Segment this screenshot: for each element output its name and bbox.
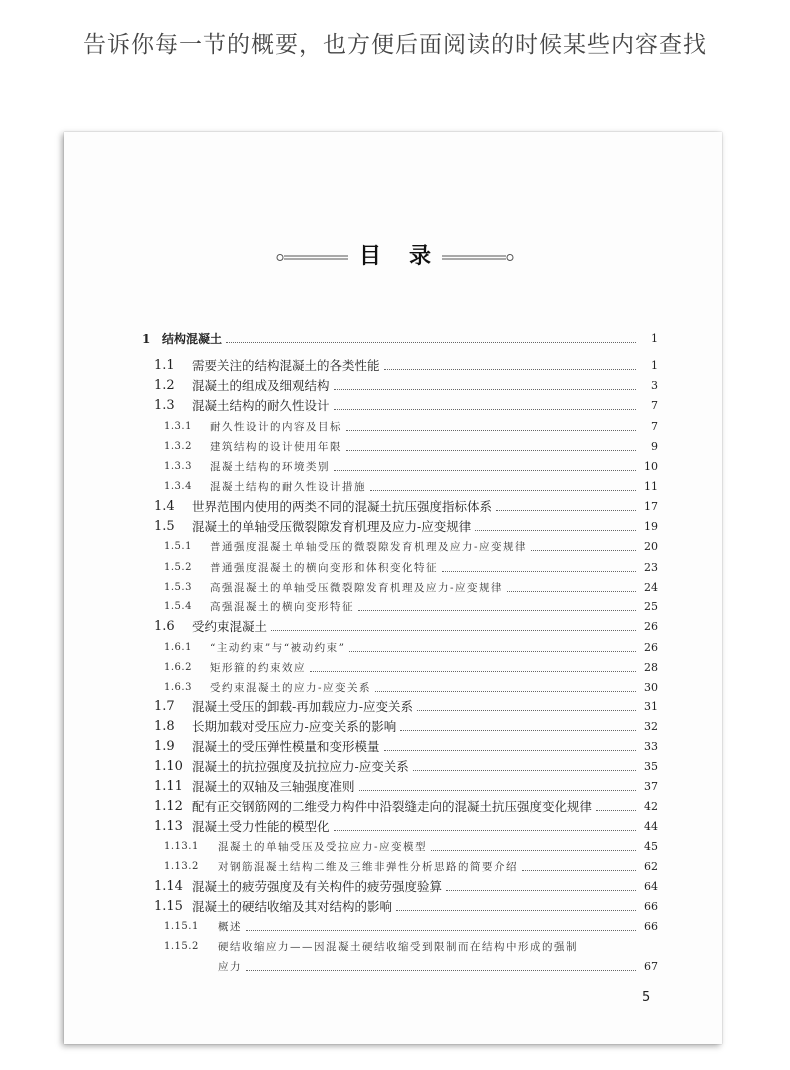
toc-dot-leader xyxy=(246,930,636,931)
toc-dot-leader xyxy=(446,890,636,891)
toc-entry-number: 1.5.1 xyxy=(164,541,192,552)
toc-dot-leader xyxy=(522,870,636,871)
toc-entry-number: 1.3.2 xyxy=(164,441,192,452)
toc-dot-leader xyxy=(359,790,636,791)
toc-entry-title: 需要关注的结构混凝土的各类性能 xyxy=(192,358,380,373)
toc-entry-title: 受约束混凝土的应力-应变关系 xyxy=(210,682,372,694)
toc-entry-page: 35 xyxy=(644,760,658,773)
toc-entry xyxy=(140,577,658,595)
toc-dot-leader xyxy=(346,430,636,431)
toc-entry-title: 混凝土受压的卸载-再加载应力-应变关系 xyxy=(192,699,413,714)
toc-entry-title: 概述 xyxy=(218,921,242,933)
toc-entry-title: 混凝土结构的耐久性设计措施 xyxy=(210,481,366,493)
toc-entry xyxy=(140,328,658,346)
toc-entry-number: 1.9 xyxy=(154,739,175,754)
toc-entry-number: 1.11 xyxy=(154,779,183,794)
toc-title: 目录 xyxy=(358,244,459,269)
toc-entry-title: 混凝土的单轴受压及受拉应力-应变模型 xyxy=(218,841,428,853)
toc-entry-title: 高强混凝土的单轴受压微裂隙发育机理及应力-应变规律 xyxy=(210,582,504,594)
toc-dot-leader xyxy=(370,490,636,491)
toc-entry-number: 1.14 xyxy=(154,879,183,894)
toc-entry-title: 普通强度混凝土单轴受压的微裂隙发育机理及应力-应变规律 xyxy=(210,541,528,553)
toc-entry-number: 1.1 xyxy=(154,358,175,373)
toc-entry-number: 1.6.1 xyxy=(164,642,192,653)
toc-entry-page: 26 xyxy=(644,620,658,633)
toc-entry xyxy=(140,836,658,854)
toc-entry-number: 1.13 xyxy=(154,819,183,834)
toc-entry xyxy=(140,756,658,774)
toc-dot-leader xyxy=(507,591,636,592)
toc-dot-leader xyxy=(358,610,636,611)
toc-entry-title: 耐久性设计的内容及目标 xyxy=(210,421,342,433)
toc-entry xyxy=(140,677,658,695)
toc-entry-title: 混凝土的双轴及三轴强度准则 xyxy=(192,779,355,794)
toc-entry xyxy=(140,796,658,814)
toc-entry-title: 受约束混凝土 xyxy=(192,619,268,634)
toc-entry-page: 28 xyxy=(644,661,658,674)
toc-entry xyxy=(140,876,658,894)
toc-entry-title: 混凝土的疲劳强度及有关构件的疲劳强度验算 xyxy=(192,879,443,894)
toc-entry-page: 26 xyxy=(644,641,658,654)
toc-entry-page: 62 xyxy=(644,860,658,873)
toc-entry-number: 1.13.1 xyxy=(164,841,199,852)
toc-entry-title: 结构混凝土 xyxy=(162,332,223,346)
toc-dot-leader xyxy=(310,671,636,672)
toc-dot-leader xyxy=(413,770,636,771)
toc-entry xyxy=(140,816,658,834)
toc-entry-title: 混凝土的组成及细观结构 xyxy=(192,378,330,393)
toc-entry xyxy=(140,355,658,373)
toc-entry-page: 23 xyxy=(644,561,658,574)
toc-entry-number: 1.2 xyxy=(154,378,175,393)
toc-entry-page: 66 xyxy=(644,900,658,913)
toc-dot-leader xyxy=(226,342,636,343)
toc-entry xyxy=(140,476,658,494)
toc-entry-page: 10 xyxy=(644,460,658,473)
page-number: 5 xyxy=(642,990,651,1005)
toc-entry xyxy=(140,896,658,914)
toc-entry-page: 66 xyxy=(644,920,658,933)
toc-entry-page: 67 xyxy=(644,960,658,973)
toc-entry-number: 1.10 xyxy=(154,759,183,774)
toc-entry xyxy=(140,856,658,874)
toc-entry-title: 混凝土受力性能的模型化 xyxy=(192,819,330,834)
image-caption: 告诉你每一节的概要，也方便后面阅读的时候某些内容查找 xyxy=(83,32,707,58)
toc-entry-title: 混凝土的受压弹性模量和变形模量 xyxy=(192,739,380,754)
toc-dot-leader xyxy=(349,651,636,652)
toc-entry xyxy=(140,596,658,614)
toc-dot-leader xyxy=(400,730,636,731)
toc-entry xyxy=(140,776,658,794)
toc-entry xyxy=(140,436,658,454)
toc-entry-page: 1 xyxy=(651,332,658,345)
toc-entry-page: 1 xyxy=(651,359,658,372)
toc-entry-page: 25 xyxy=(644,600,658,613)
toc-entry xyxy=(140,395,658,413)
toc-dot-leader xyxy=(334,389,636,390)
toc-entry xyxy=(140,956,658,974)
toc-entry xyxy=(140,736,658,754)
toc-dot-leader xyxy=(375,691,636,692)
toc-entry-number: 1.15.2 xyxy=(164,941,199,952)
toc-entry-title: 配有正交钢筋网的二维受力构件中沿裂缝走向的混凝土抗压强度变化规律 xyxy=(192,799,593,814)
toc-dot-leader xyxy=(531,550,636,551)
toc-entry-page: 31 xyxy=(644,700,658,713)
toc-entry-number: 1.3.1 xyxy=(164,421,192,432)
toc-entry-number: 1.6 xyxy=(154,619,175,634)
toc-entry-number: 1.8 xyxy=(154,719,175,734)
toc-entry-page: 17 xyxy=(644,500,658,513)
toc-entry-page: 20 xyxy=(644,540,658,553)
toc-entry-number: 1.5.2 xyxy=(164,562,192,573)
toc-entry-title: 混凝土结构的环境类别 xyxy=(210,461,330,473)
toc-dot-leader xyxy=(334,470,636,471)
toc-entry xyxy=(140,696,658,714)
toc-entry-page: 45 xyxy=(644,840,658,853)
book-page xyxy=(64,132,722,1044)
toc-entry xyxy=(140,616,658,634)
toc-entry xyxy=(140,916,658,934)
toc-entry-title: 建筑结构的设计使用年限 xyxy=(210,441,342,453)
toc-entry-number: 1.7 xyxy=(154,699,175,714)
toc-dot-leader xyxy=(334,830,636,831)
toc-entry-number: 1.5.4 xyxy=(164,601,192,612)
toc-entry-page: 19 xyxy=(644,520,658,533)
toc-dot-leader xyxy=(346,450,636,451)
toc-entry-number: 1.5 xyxy=(154,519,175,534)
toc-dot-leader xyxy=(417,710,636,711)
toc-entry-title: 硬结收缩应力——因混凝土硬结收缩受到限制而在结构中形成的强制 xyxy=(218,941,578,953)
toc-entry-title: 世界范围内使用的两类不同的混凝土抗压强度指标体系 xyxy=(192,499,493,514)
toc-entry-page: 30 xyxy=(644,681,658,694)
toc-entry xyxy=(140,375,658,393)
toc-entry-number: 1.3.4 xyxy=(164,481,192,492)
toc-entry-title: 矩形箍的约束效应 xyxy=(210,662,306,674)
toc-entry-title: 应力 xyxy=(218,961,242,973)
toc-entry-number: 1.15 xyxy=(154,899,183,914)
toc-dot-leader xyxy=(596,810,636,811)
toc-entry-page: 24 xyxy=(644,581,658,594)
toc-entry xyxy=(140,496,658,514)
toc-entry-title: 混凝土结构的耐久性设计 xyxy=(192,398,330,413)
toc-dot-leader xyxy=(384,369,636,370)
toc-dot-leader xyxy=(384,750,636,751)
toc-dot-leader xyxy=(271,630,636,631)
toc-entry-number: 1.4 xyxy=(154,499,175,514)
toc-entry-page: 42 xyxy=(644,800,658,813)
toc-dot-leader xyxy=(496,510,636,511)
toc-dot-leader xyxy=(442,571,636,572)
toc-entry-page: 37 xyxy=(644,780,658,793)
toc-entry-page: 7 xyxy=(651,399,658,412)
toc-entry xyxy=(140,516,658,534)
toc-entry-number: 1.12 xyxy=(154,799,183,814)
toc-entry-page: 44 xyxy=(644,820,658,833)
toc-entry-title: “主动约束”与“被动约束” xyxy=(210,642,346,654)
toc-entry-page: 7 xyxy=(651,420,658,433)
toc-entry-page: 64 xyxy=(644,880,658,893)
toc-entry-number: 1.6.2 xyxy=(164,662,192,673)
toc-entry xyxy=(140,456,658,474)
toc-entry-number: 1.3.3 xyxy=(164,461,192,472)
toc-entry xyxy=(140,557,658,575)
toc-entry-number: 1 xyxy=(142,332,151,346)
toc-entry-title: 对钢筋混凝土结构二维及三维非弹性分析思路的简要介绍 xyxy=(218,861,518,873)
toc-title-banner xyxy=(270,240,520,274)
toc-entry-number: 1.5.3 xyxy=(164,582,192,593)
toc-entry-number: 1.15.1 xyxy=(164,921,199,932)
toc-entry xyxy=(140,637,658,655)
toc-entry xyxy=(140,716,658,734)
toc-entry-page: 32 xyxy=(644,720,658,733)
toc-entry-number: 1.3 xyxy=(154,398,175,413)
toc-dot-leader xyxy=(475,530,636,531)
toc-dot-leader xyxy=(431,850,636,851)
toc-entry-number: 1.13.2 xyxy=(164,861,199,872)
toc-dot-leader xyxy=(334,409,636,410)
toc-entry-page: 9 xyxy=(651,440,658,453)
toc-entry-title: 混凝土的抗拉强度及抗拉应力-应变关系 xyxy=(192,759,409,774)
toc-entry xyxy=(140,536,658,554)
toc-entry xyxy=(140,657,658,675)
toc-dot-leader xyxy=(246,970,636,971)
toc-entry-title: 混凝土的单轴受压微裂隙发育机理及应力-应变规律 xyxy=(192,519,472,534)
toc-entry-title: 混凝土的硬结收缩及其对结构的影响 xyxy=(192,899,393,914)
toc-entry-title: 高强混凝土的横向变形特征 xyxy=(210,601,354,613)
toc-entry-page: 11 xyxy=(644,480,658,493)
toc-entry xyxy=(140,416,658,434)
toc-dot-leader xyxy=(396,910,636,911)
toc-entry-title: 长期加载对受压应力-应变关系的影响 xyxy=(192,719,397,734)
toc-entry-page: 33 xyxy=(644,740,658,753)
toc-entry xyxy=(140,936,658,954)
toc-entry-page: 3 xyxy=(651,379,658,392)
toc-entry-title: 普通强度混凝土的横向变形和体积变化特征 xyxy=(210,562,438,574)
toc-entry-number: 1.6.3 xyxy=(164,682,192,693)
